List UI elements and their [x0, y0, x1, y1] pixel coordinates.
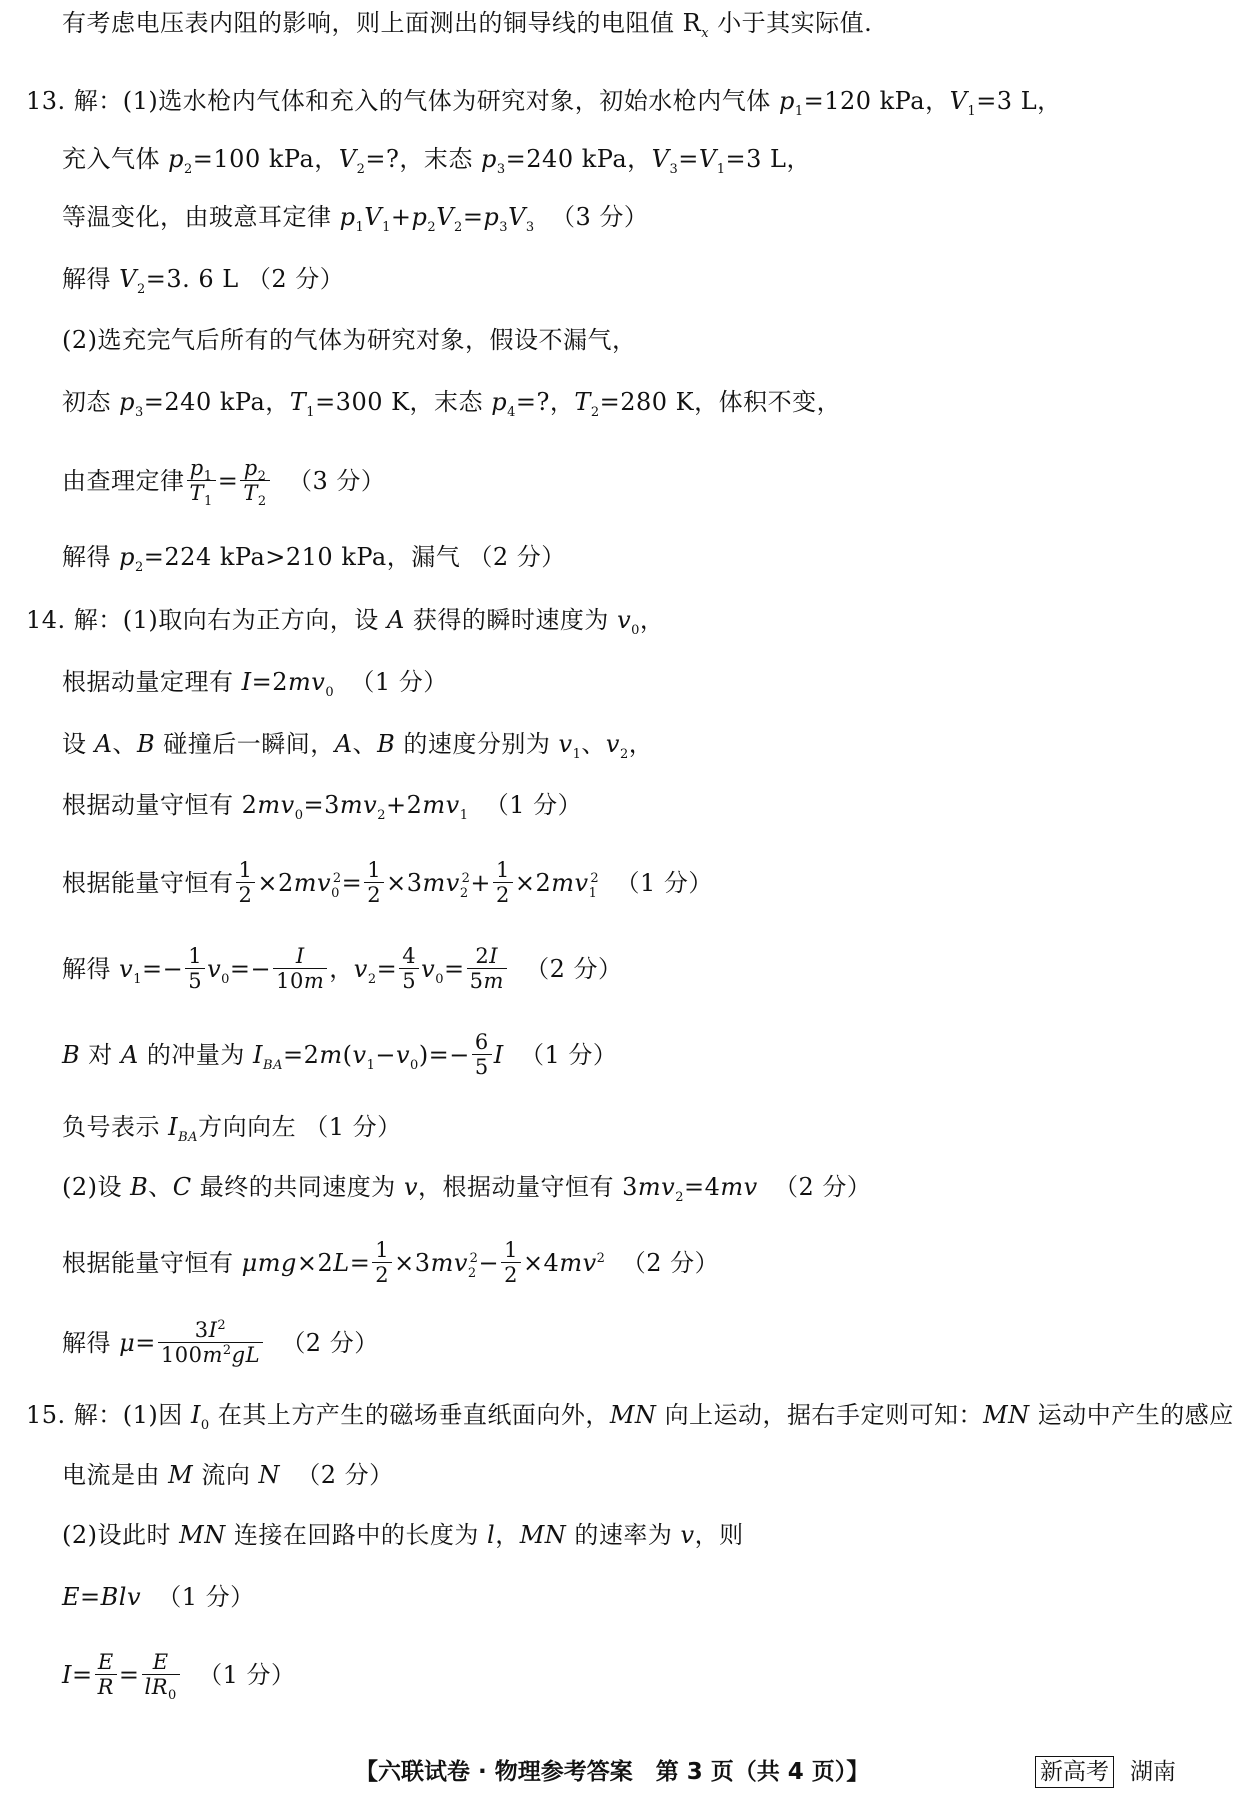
text-line: 等温变化，由玻意耳定律 $p_1V_1+p_2V_2=p_3V_3$ （3 分） [62, 203, 649, 235]
text-line: 根据能量守恒有 $\frac{1}{2}$ $\times 2mv_0^2=$ $\frac{1}{2}$ $\times 3mv_2^2+$ $\frac{1}{2}$ $\times 2mv_1^2$ （1 分） [62, 858, 713, 907]
text-line: 由查理定律 $\frac{p_1}{T_1}$ = $\frac{p_2}{T_2}$ （3 分） [62, 456, 386, 510]
fraction: $\frac{I}{10m}$ [273, 944, 327, 993]
fraction: $\frac{1}{2}$ [236, 858, 256, 907]
text-line: 充入气体 $p_2=100$ kPa，$V_2=$?，末态 $p_3=240$ kPa，$V_3=V_1=3$ L， [62, 145, 811, 177]
question-13-heading: 13. 解：(1)选水枪内气体和充入的气体为研究对象，初始水枪内气体 $p_1=120$ kPa，$V_1=3$ L， [26, 87, 1062, 119]
text-line: I= $\frac{E}{R}$ = $\frac{E}{lR_0}$ （1 分） [62, 1650, 296, 1704]
footer-title: 【六联试卷 · 物理参考答案 第 3 页（共 4 页）】 [355, 1759, 870, 1785]
text-line: 初态 $p_3=240$ kPa，$T_1=300$ K，末态 $p_4=$?，$T_2=280$ K，体积不变， [62, 388, 842, 420]
text-line: E=Blv （1 分） [62, 1583, 255, 1611]
text-line: B 对 A 的冲量为 $I_{BA}=2m(v_1-v_0)=-$ $\frac{6}{5}$ I （1 分） [62, 1030, 618, 1079]
footer-region: 湖南 [1130, 1759, 1176, 1785]
text-line: 解得 $p_2=224$ kPa>210 kPa，漏气 （2 分） [62, 543, 566, 575]
fraction: $\frac{2I}{5m}$ [467, 944, 507, 993]
question-14-heading: 14. 解：(1)取向右为正方向，设 A 获得的瞬时速度为 $v_0$， [26, 606, 665, 638]
text-line: (2)设此时 MN 连接在回路中的长度为 l，MN 的速率为 v，则 [62, 1521, 744, 1549]
fraction: $\frac{3I^2}{100m^2gL}$ [158, 1318, 263, 1367]
fraction: $\frac{1}{2}$ [364, 858, 384, 907]
fraction: $\frac{6}{5}$ [472, 1030, 492, 1079]
text-line: 设 A、B 碰撞后一瞬间，A、B 的速度分别为 $v_1$、$v_2$， [62, 730, 654, 762]
text-line: 根据动量守恒有 $2mv_0=3mv_2+2mv_1$ （1 分） [62, 791, 583, 823]
text-line: 解得 $v_1=-$ $\frac{1}{5}$ $v_0=-$ $\frac{I}{10m}$ ，$v_2=$ $\frac{4}{5}$ $v_0=$ $\frac{2I}{5m}$ （2 分） [62, 944, 623, 993]
text-line: 根据能量守恒有 μmg×2L= $\frac{1}{2}$ $\times 3mv_2^2-$ $\frac{1}{2}$ $\times 4mv^2$ （2 分） [62, 1238, 720, 1287]
page-footer [0, 1754, 1200, 1794]
text-line: (2)设 B、C 最终的共同速度为 v，根据动量守恒有 $3mv_2=4mv$ （2 分） [62, 1173, 872, 1205]
text-line: 有考虑电压表内阻的影响，则上面测出的铜导线的电阻值 $R_x$ 小于其实际值. [62, 9, 873, 41]
text-line: 负号表示 $I_{BA}$方向向左 （1 分） [62, 1113, 402, 1145]
text-line: 解得 $V_2=3$. 6 L （2 分） [62, 265, 345, 297]
fraction: $\frac{1}{2}$ [372, 1238, 392, 1287]
fraction: $\frac{4}{5}$ [399, 944, 419, 993]
text-line: 根据动量定理有 $I=2mv_0$ （1 分） [62, 668, 448, 700]
question-15-heading: 15. 解：(1)因 $I_0$ 在其上方产生的磁场垂直纸面向外，MN 向上运动，据右手定则可知：MN 运动中产生的感应 [26, 1401, 1234, 1433]
fraction: $\frac{1}{5}$ [185, 944, 205, 993]
fraction: $\frac{p_2}{T_2}$ [240, 456, 269, 505]
text-line: 电流是由 M 流向 N （2 分） [62, 1461, 394, 1489]
footer-badge: 新高考 [1035, 1756, 1114, 1788]
fraction: $\frac{1}{2}$ [493, 858, 513, 907]
fraction: $\frac{E}{R}$ [95, 1650, 117, 1699]
fraction: $\frac{p_1}{T_1}$ [187, 456, 216, 505]
text-line: 解得 μ= $\frac{3I^2}{100m^2gL}$ （2 分） [62, 1318, 379, 1367]
fraction: $\frac{E}{lR_0}$ [142, 1650, 180, 1699]
text-line: (2)选充完气后所有的气体为研究对象，假设不漏气， [62, 326, 637, 354]
fraction: $\frac{1}{2}$ [501, 1238, 521, 1287]
